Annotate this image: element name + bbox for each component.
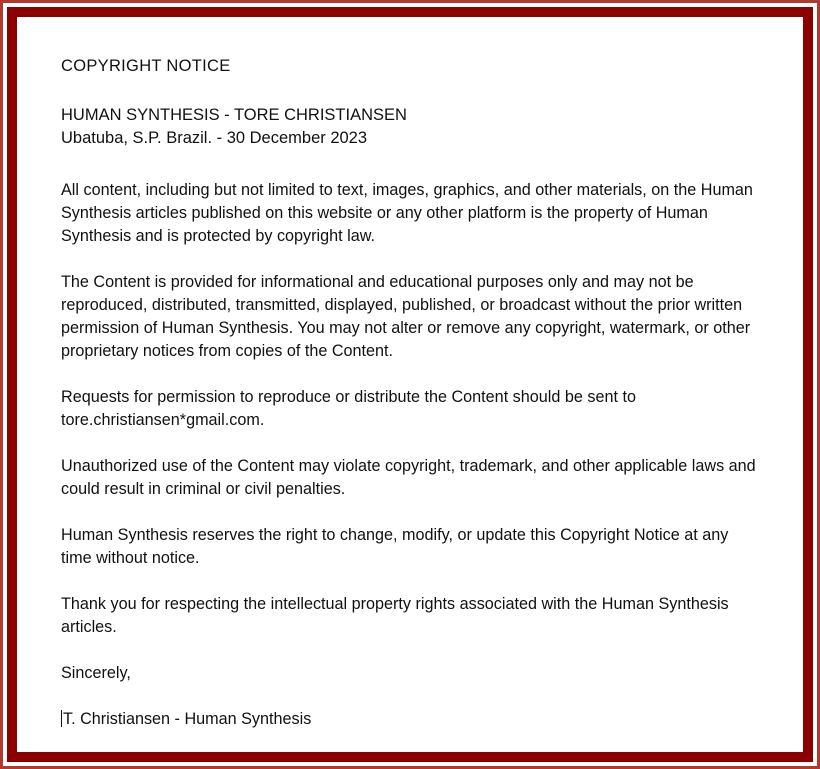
document-frame-inner [7, 7, 813, 762]
paragraph-usage-restrictions: The Content is provided for informational and educational purposes only and may not be reproduced, distributed, transmitted, displayed, published, or broadcast without the prior written permission of Human Synthesis. You may not alter or remove any copyright, watermark, or other proprietary notices from copies of the Content. [61, 272, 751, 360]
author-line: HUMAN SYNTHESIS - TORE CHRISTIANSEN [61, 106, 407, 124]
document-body [17, 17, 803, 752]
paragraph-permission-requests: Requests for permission to reproduce or distribute the Content should be sent to tore.christiansen*gmail.com. [61, 387, 636, 429]
paragraph-unauthorized-use: Unauthorized use of the Content may violate copyright, trademark, and other applicable laws and could result in criminal or civil penalties. [61, 456, 756, 498]
closing-salutation: Sincerely, [61, 663, 131, 682]
paragraph-content-ownership: All content, including but not limited to text, images, graphics, and other materials, on the Human Synthesis articles published on this website or any other platform is the property of Human Synthesis and is protected by copyright law. [61, 180, 753, 245]
paragraph-notice-changes: Human Synthesis reserves the right to change, modify, or update this Copyright Notice at any time without notice. [61, 525, 729, 567]
text-caret [61, 710, 62, 727]
page-title: COPYRIGHT NOTICE [61, 57, 231, 75]
location-date-line: Ubatuba, S.P. Brazil. - 30 December 2023 [61, 129, 368, 148]
paragraph-thank-you: Thank you for respecting the intellectual property rights associated with the Human Synthesis articles. [61, 594, 729, 636]
signature-text: T. Christiansen - Human Synthesis [63, 709, 312, 728]
signature-block [61, 708, 759, 731]
document-meta [61, 104, 759, 151]
